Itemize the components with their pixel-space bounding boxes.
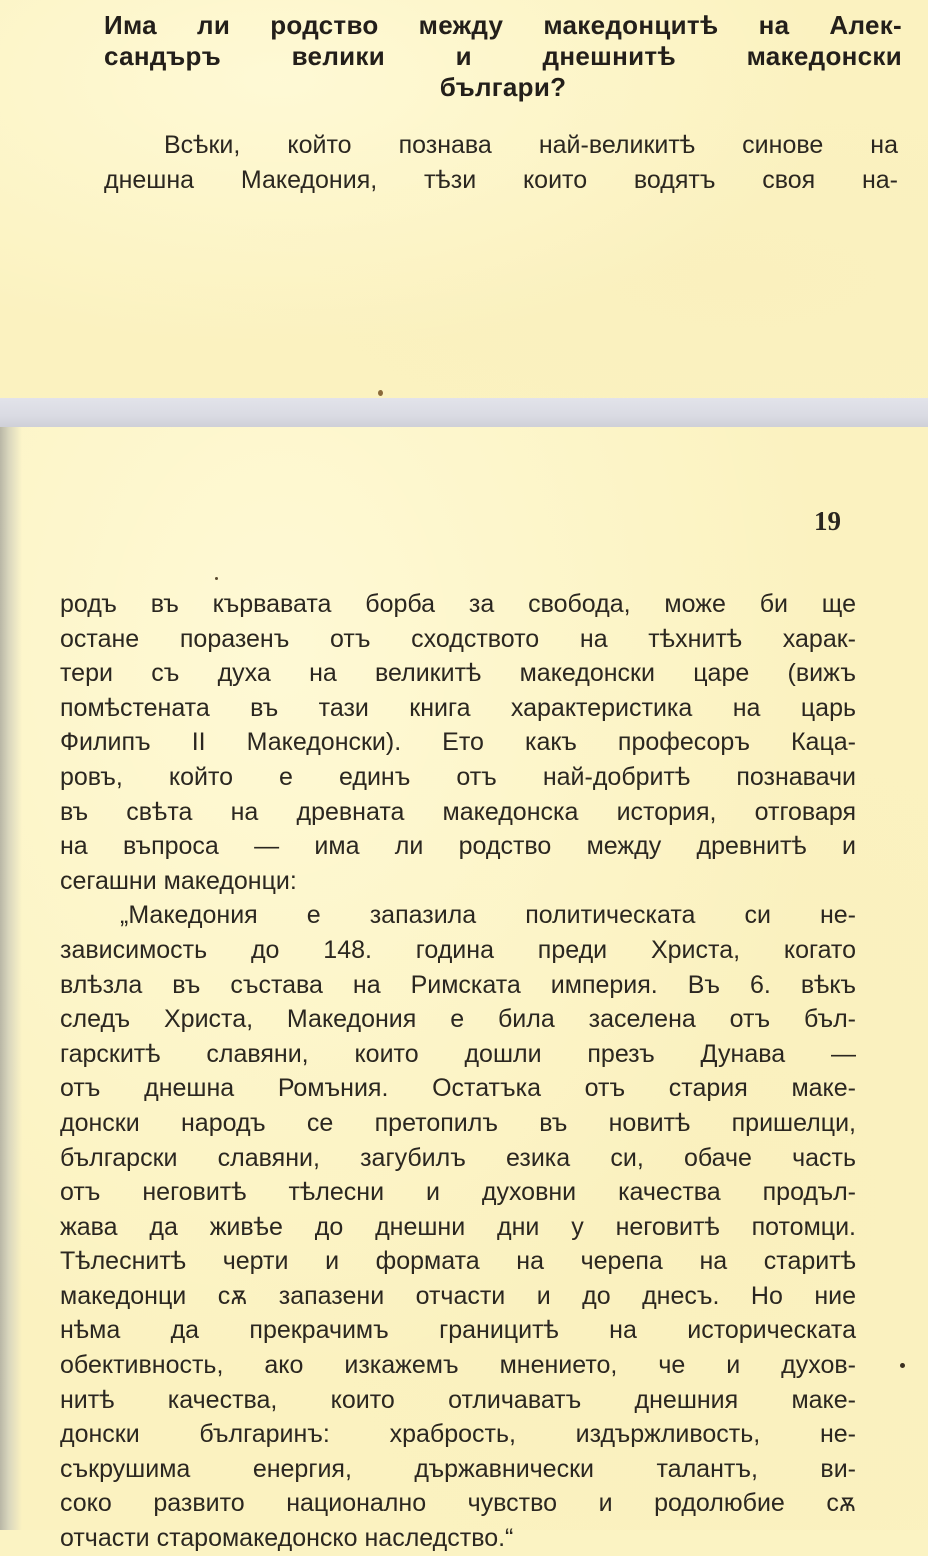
text-line: гарскитѣ славяни, които дошли презъ Дунава — <box>60 1039 856 1068</box>
text-line: донски народъ се претопилъ въ новитѣ пришелци, <box>60 1108 856 1137</box>
text-line: остане поразенъ отъ сходството на тѣхнитѣ харак- <box>60 624 856 653</box>
text-line: следъ Христа, Македония е била заселена отъ бъл- <box>60 1005 856 1034</box>
text-line: ровъ, който е единъ отъ най-добритѣ познавачи <box>60 762 856 791</box>
text-line: съкрушима енергия, държавнически талантъ, ви- <box>60 1454 856 1483</box>
heading-line: Има ли родство между македонцитѣ на Алек- <box>104 10 902 40</box>
text-line: Тѣлеснитѣ черти и формата на черепа на старитѣ <box>60 1247 856 1276</box>
top-page-fragment <box>0 0 928 398</box>
text-line: нѣма да прекрачимъ границитѣ на историческата <box>60 1316 856 1345</box>
text-line: днешна Македония, тѣзи които водятъ своя на- <box>104 165 898 194</box>
text-line: на въпроса — има ли родство между древнитѣ и <box>60 832 856 861</box>
quote-start-line: „Македония е запазила политическата си не- <box>120 901 856 930</box>
text-line: Всѣки, който познава най-великитѣ синове на <box>164 131 898 159</box>
page-separator <box>0 398 928 427</box>
paper-speck <box>900 1363 905 1368</box>
bottom-body-text <box>60 587 856 1556</box>
text-line: нитѣ качества, които отличаватъ днешния маке- <box>60 1385 856 1414</box>
text-line: соко развито национално чувство и родолюбие сѫ <box>60 1489 856 1518</box>
text-line: български славяни, загубилъ езика си, обаче часть <box>60 1143 856 1172</box>
heading-line: сандъръ велики и днешнитѣ македонски <box>104 41 902 71</box>
quote-end-line: отчасти старомакедонско наследство.“ <box>60 1524 514 1553</box>
binding-shadow <box>0 427 22 1530</box>
paper-speck <box>378 390 383 396</box>
text-line: македонци сѫ запазени отчасти и до днесъ. Но ние <box>60 1281 856 1310</box>
text-line: родъ въ кървавата борба за свобода, може би ще <box>60 590 856 618</box>
text-line: влѣзла въ състава на Римската империя. Въ 6. вѣкъ <box>60 970 856 999</box>
text-line: обективность, ако изкажемъ мнението, че и духов- <box>60 1351 856 1380</box>
page-number: 19 <box>814 506 841 536</box>
chapter-heading <box>104 10 902 103</box>
text-line: отъ днешна Ромъния. Остатъка отъ стария маке- <box>60 1074 856 1103</box>
text-line: зависимость до 148. година преди Христа, когато <box>60 935 856 964</box>
text-line: Филипъ II Македонски). Ето какъ професоръ Каца- <box>60 728 856 757</box>
top-body-text <box>104 128 898 197</box>
text-line: сегашни македонци: <box>60 866 297 895</box>
text-line: донски българинъ: храбрость, издържливость, не- <box>60 1420 856 1449</box>
heading-line: българи? <box>439 72 567 102</box>
text-line: въ свѣта на древната македонска история, отговаря <box>60 797 856 826</box>
text-line: тери съ духа на великитѣ македонски царе (вижъ <box>60 659 856 688</box>
text-line: отъ неговитѣ тѣлесни и духовни качества продъл- <box>60 1178 856 1207</box>
text-line: помѣстената въ тази книга характеристика на царь <box>60 693 856 722</box>
paper-speck <box>215 577 218 580</box>
text-line: жава да живѣе до днешни дни у неговитѣ потомци. <box>60 1212 856 1241</box>
